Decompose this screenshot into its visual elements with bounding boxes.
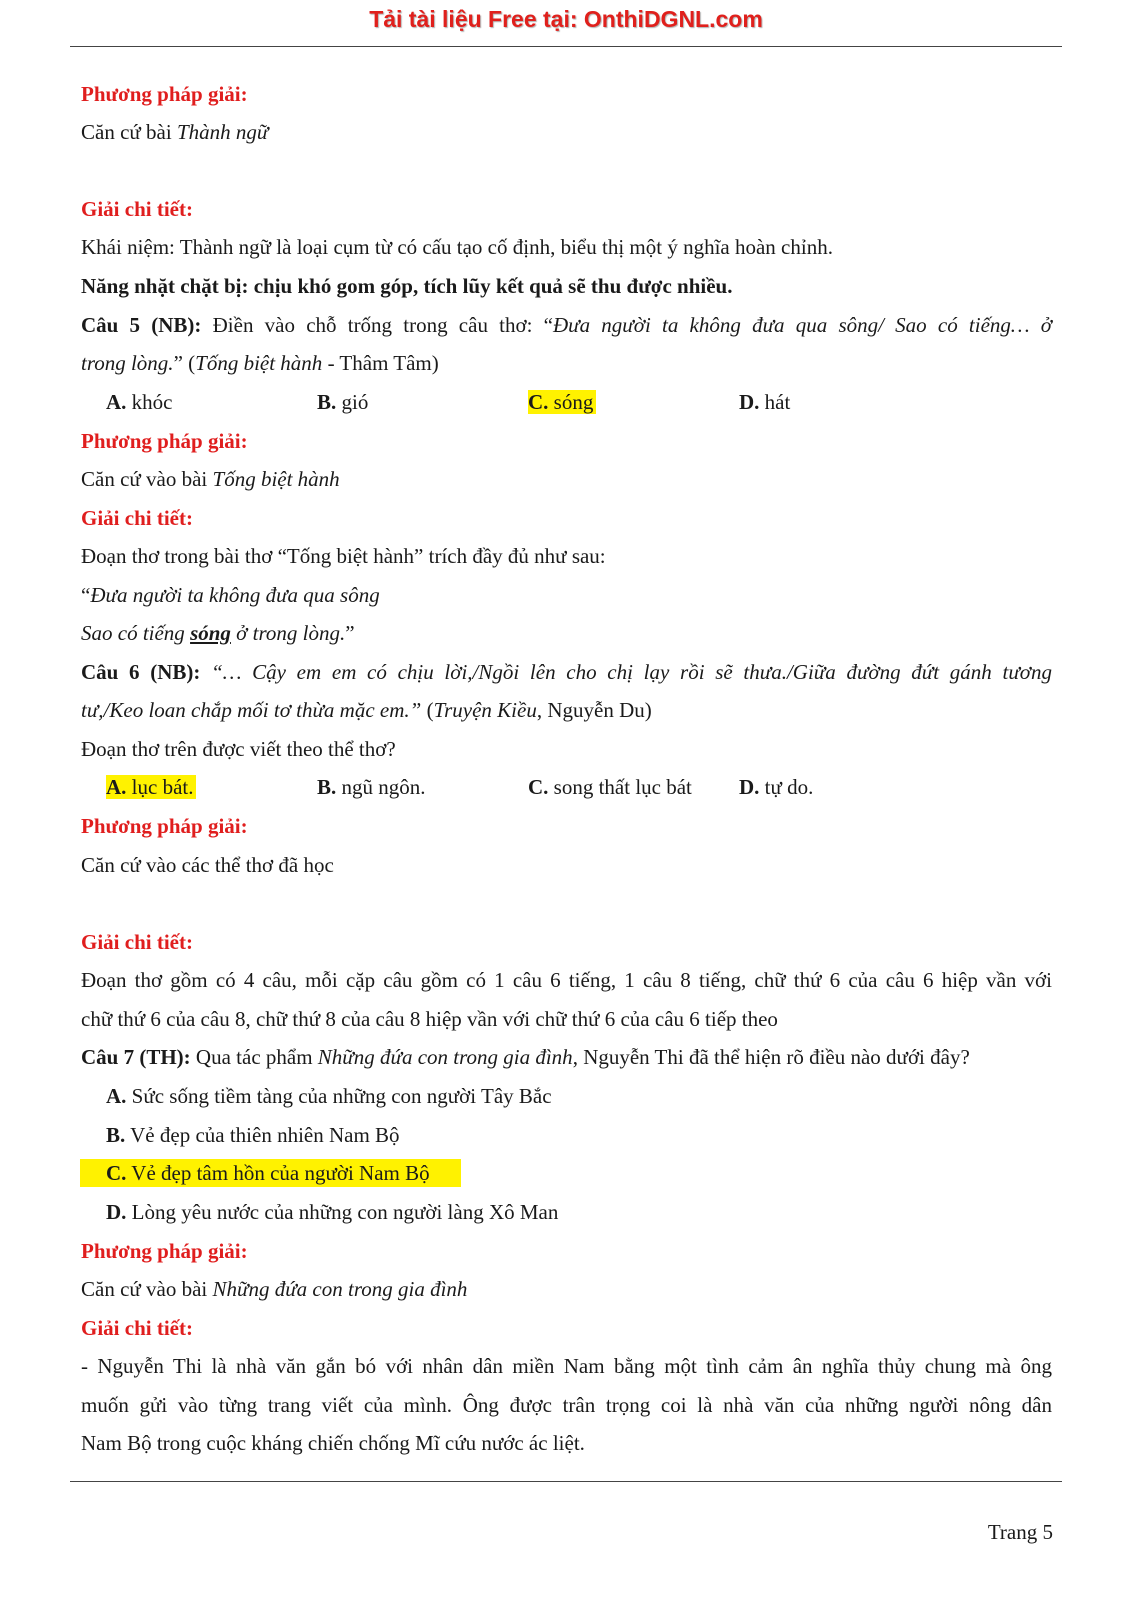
q5-verse-line1: “Đưa người ta không đưa qua sông bbox=[81, 583, 380, 607]
q6-option-a-correct[interactable]: A. lục bát. bbox=[106, 773, 196, 801]
q6-detail-heading: Giải chi tiết: bbox=[81, 930, 193, 954]
q6-method-text: Căn cứ vào các thể thơ đã học bbox=[81, 853, 334, 877]
q7-stem: Câu 7 (TH): Qua tác phẩm Những đứa con trong gia đình, Nguyễn Thi đã thể hiện rõ điều nào dưới đây? bbox=[81, 1045, 970, 1069]
q5-key-word: sóng bbox=[190, 621, 231, 645]
q5-option-a[interactable]: A. khóc bbox=[106, 390, 173, 414]
q5-method-text: Căn cứ vào bài Tống biệt hành bbox=[81, 467, 340, 491]
q7-option-b[interactable]: B. Vẻ đẹp của thiên nhiên Nam Bộ bbox=[106, 1123, 400, 1147]
q5-detail-heading: Giải chi tiết: bbox=[81, 506, 193, 530]
q5-method-heading: Phương pháp giải: bbox=[81, 429, 248, 453]
q7-method-text: Căn cứ vào bài Những đứa con trong gia đình bbox=[81, 1277, 468, 1301]
q5-verse-line2: Sao có tiếng sóng ở trong lòng.” bbox=[81, 621, 355, 645]
page-number: Trang 5 bbox=[987, 1520, 1053, 1544]
q6-stem-line2: tư,/Keo loan chắp mối tơ thừa mặc em.” (Truyện Kiều, Nguyễn Du) bbox=[81, 698, 652, 722]
q6-option-b[interactable]: B. ngũ ngôn. bbox=[317, 775, 426, 799]
q6-option-c[interactable]: C. song thất lục bát bbox=[528, 775, 692, 799]
q4-concept: Khái niệm: Thành ngữ là loại cụm từ có cấu tạo cố định, biểu thị một ý nghĩa hoàn chỉnh. bbox=[81, 235, 833, 259]
footer-rule bbox=[70, 1481, 1062, 1482]
q5-detail-intro: Đoạn thơ trong bài thơ “Tống biệt hành” trích đầy đủ như sau: bbox=[81, 544, 606, 568]
q7-option-d[interactable]: D. Lòng yêu nước của những con người làng Xô Man bbox=[106, 1200, 559, 1224]
q6-method-heading: Phương pháp giải: bbox=[81, 814, 248, 838]
site-header-banner[interactable]: Tải tài liệu Free tại: OnthiDGNL.com bbox=[369, 6, 763, 32]
q4-method-heading: Phương pháp giải: bbox=[81, 82, 248, 106]
q4-detail-heading: Giải chi tiết: bbox=[81, 197, 193, 221]
q7-detail-heading: Giải chi tiết: bbox=[81, 1316, 193, 1340]
q6-option-d[interactable]: D. tự do. bbox=[739, 775, 814, 799]
q4-answer: Năng nhặt chặt bị: chịu khó gom góp, tích lũy kết quả sẽ thu được nhiều. bbox=[81, 274, 733, 298]
q7-option-c-correct[interactable]: C. Vẻ đẹp tâm hồn của người Nam Bộ bbox=[106, 1161, 430, 1185]
q5-option-d[interactable]: D. hát bbox=[739, 390, 791, 414]
q7-option-a[interactable]: A. Sức sống tiềm tàng của những con người Tây Bắc bbox=[106, 1084, 552, 1108]
q5-stem-line2: trong lòng.” (Tống biệt hành - Thâm Tâm) bbox=[81, 351, 439, 375]
q5-option-c-correct[interactable]: C. sóng bbox=[528, 388, 596, 416]
q7-method-heading: Phương pháp giải: bbox=[81, 1239, 248, 1263]
q6-detail-line1: Đoạn thơ gồm có 4 câu, mỗi cặp câu gồm có 1 câu 6 tiếng, 1 câu 8 tiếng, chữ thứ 6 của câu 6 hiệp vần với bbox=[81, 968, 1052, 992]
q4-method-text: Căn cứ bài Thành ngữ bbox=[81, 120, 269, 144]
q6-detail-line2: chữ thứ 6 của câu 8, chữ thứ 8 của câu 8 hiệp vần với chữ thứ 6 của câu 6 tiếp theo bbox=[81, 1007, 778, 1031]
q7-detail-line1: - Nguyễn Thi là nhà văn gắn bó với nhân dân miền Nam bằng một tình cảm ân nghĩa thủy chung mà ông bbox=[81, 1354, 1052, 1378]
q6-question: Đoạn thơ trên được viết theo thể thơ? bbox=[81, 737, 396, 761]
q5-option-b[interactable]: B. gió bbox=[317, 390, 369, 414]
header-rule bbox=[70, 46, 1062, 47]
q7-detail-line3: Nam Bộ trong cuộc kháng chiến chống Mĩ cứu nước ác liệt. bbox=[81, 1431, 585, 1455]
q7-detail-line2: muốn gửi vào từng trang viết của mình. Ông được trân trọng coi là nhà văn của những người nông dân bbox=[81, 1393, 1052, 1417]
q6-stem-line1: Câu 6 (NB): “… Cậy em em có chịu lời,/Ngồi lên cho chị lạy rồi sẽ thưa./Giữa đường đứt gánh tương bbox=[81, 660, 1052, 684]
q5-stem-line1: Câu 5 (NB): Điền vào chỗ trống trong câu thơ: “Đưa người ta không đưa qua sông/ Sao có tiếng… ở bbox=[81, 313, 1052, 337]
